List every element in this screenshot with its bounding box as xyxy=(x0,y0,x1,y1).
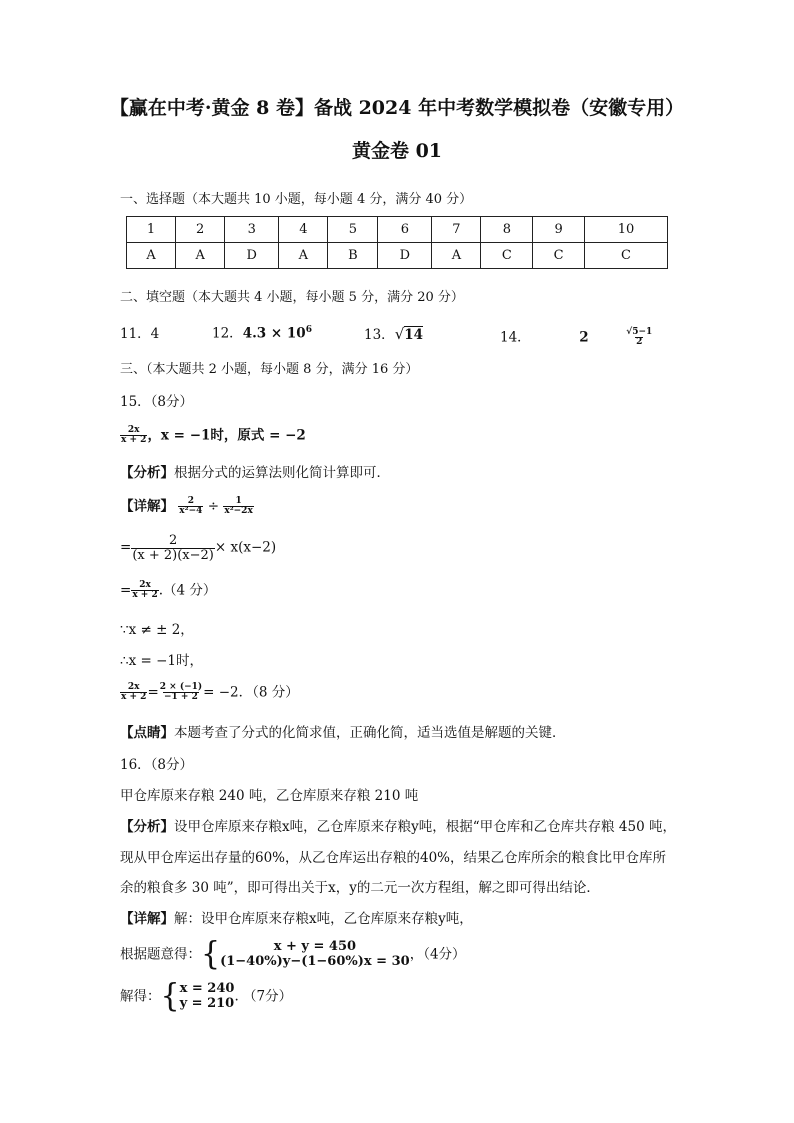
q15-detail-line3: = $\frac{2x}{x + 2}$ .（4 分） xyxy=(120,580,217,601)
q16-system: 根据题意得：{ x + y = 450 (1−40%)y−(1−60%)x = 30 ，（4分） xyxy=(120,936,466,973)
q15-answer: $\frac{2x}{x + 2}$ ，x = −1时，原式 = −2 xyxy=(121,425,306,446)
q15-detail-line5: ∴x = −1时， xyxy=(120,653,203,669)
fill-value-13: 14 xyxy=(404,327,424,343)
table-cell: D xyxy=(225,243,279,269)
q16-answer: 甲仓库原来存粮 240 吨，乙仓库原来存粮 210 吨 xyxy=(120,788,419,804)
table-cell: 7 xyxy=(432,217,481,243)
q16-solution: 解得：{ x = 240 y = 210 . （7分） xyxy=(120,978,293,1015)
table-cell: 1 xyxy=(127,217,176,243)
q15-detail-line6: $\frac{2x}{x + 2}$ = $\frac{2 \times (-1)}{-1 + 2}$ = −2．（8 分） xyxy=(121,682,299,703)
table-cell: A xyxy=(176,243,225,269)
q15-analysis: 【分析】根据分式的运算法则化简计算即可． xyxy=(120,465,390,481)
section1-heading: 一、选择题（本大题共 10 小题，每小题 4 分，满分 40 分） xyxy=(120,192,473,207)
q16-detail: 【详解】解：设甲仓库原来存粮x吨，乙仓库原来存粮y吨， xyxy=(120,911,473,927)
section2-heading: 二、填空题（本大题共 4 小题，每小题 5 分，满分 20 分） xyxy=(120,290,464,305)
q16-number: 16．（8分） xyxy=(120,757,194,773)
table-cell: 4 xyxy=(279,217,328,243)
fill-answer-11: 11．4 xyxy=(120,326,160,342)
q15-detail-line4: ∵x ≠ ± 2， xyxy=(120,622,194,638)
table-cell: C xyxy=(585,243,668,269)
table-cell: 6 xyxy=(378,217,432,243)
fill-value-12: 4.3 × 10 xyxy=(242,325,306,342)
q15-detail-line2: = $\frac{2}{(x + 2)(x-2)}$ × x(x−2) xyxy=(120,533,277,563)
section3-heading: 三、（本大题共 2 小题，每小题 8 分，满分 16 分） xyxy=(120,362,419,377)
fill-label-12: 12． xyxy=(212,325,243,342)
fill-exp-12: 6 xyxy=(305,325,312,335)
brace-icon: { xyxy=(160,978,180,1015)
document-subtitle: 黄金卷 01 xyxy=(351,140,443,162)
fill-answer-14 xyxy=(500,328,653,348)
table-cell: 8 xyxy=(481,217,533,243)
answer-table-answers-row xyxy=(127,243,668,269)
fill-value-14a: 2 xyxy=(579,329,589,346)
table-cell: C xyxy=(533,243,585,269)
table-cell: D xyxy=(378,243,432,269)
answer-table-numbers-row xyxy=(127,217,668,243)
table-cell: A xyxy=(279,243,328,269)
table-cell: 3 xyxy=(225,217,279,243)
table-cell: C xyxy=(481,243,533,269)
table-cell: 2 xyxy=(176,217,225,243)
table-cell: A xyxy=(127,243,176,269)
answer-table xyxy=(126,216,668,269)
table-cell: B xyxy=(328,243,378,269)
q15-comment: 【点睛】本题考查了分式的化简求值，正确化简，适当选值是解题的关键． xyxy=(120,725,566,741)
fill-value-14b: $\frac{√5-1}{2}$ xyxy=(626,327,653,348)
table-cell: 9 xyxy=(533,217,585,243)
q16-analysis-line1: 【分析】设甲仓库原来存粮x吨，乙仓库原来存粮y吨，根据“甲仓库和乙仓库共存粮 450 吨， xyxy=(120,819,676,835)
sqrt-icon: √ xyxy=(394,325,405,343)
table-cell: 5 xyxy=(328,217,378,243)
fill-label-13: 13． xyxy=(364,327,395,343)
q16-analysis-line2: 现从甲仓库运出存量的60%，从乙仓库运出存粮的40%，结果乙仓库所余的粮食比甲仓库所 xyxy=(120,850,667,866)
fill-label-14: 14． xyxy=(500,329,531,346)
q16-analysis-line3: 余的粮食多 30 吨”，即可得出关于x，y的二元一次方程组，解之即可得出结论． xyxy=(120,880,600,896)
table-cell: 10 xyxy=(585,217,668,243)
table-cell: A xyxy=(432,243,481,269)
q15-number: 15．（8分） xyxy=(120,394,194,410)
fill-answer-12 xyxy=(212,326,312,341)
document-title: 【赢在中考·黄金 8 卷】备战 2024 年中考数学模拟卷（安徽专用） xyxy=(109,97,685,119)
fill-answer-13 xyxy=(364,327,423,343)
brace-icon: { xyxy=(201,936,221,973)
q15-detail-line1: 【详解】 $\frac{2}{\text{x²−4}}$ ÷ $\frac{1}{\text{x²−2x}}$ xyxy=(120,496,253,517)
